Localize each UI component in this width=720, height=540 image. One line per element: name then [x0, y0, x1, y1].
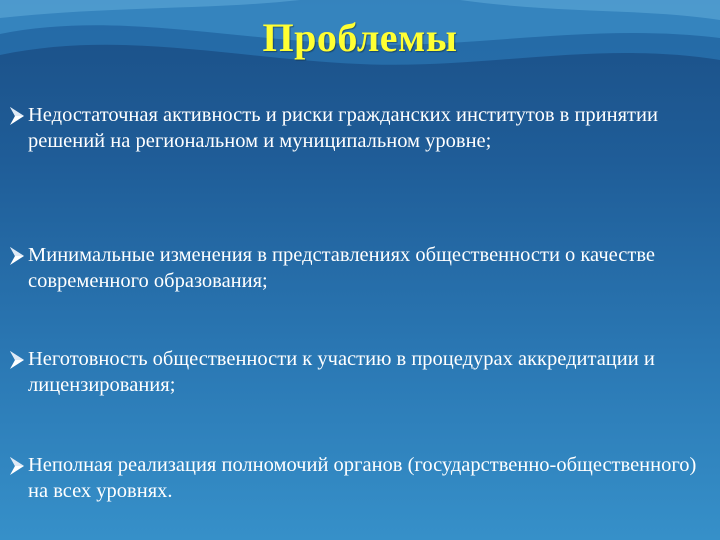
- bullet-text: Недостаточная активность и риски гражданских институтов в принятии решений на региональном и муниципальном уровне;: [28, 104, 658, 152]
- bullet-text: Неготовность общественности к участию в процедурах аккредитации и лицензирования;: [28, 348, 655, 396]
- bullet-item: [8, 242, 712, 294]
- slide-title: Проблемы: [262, 15, 458, 60]
- arrowhead-bullet-icon: [8, 350, 26, 370]
- bullet-item: [8, 102, 712, 154]
- arrowhead-bullet-icon: [8, 456, 26, 476]
- arrowhead-bullet-icon: [8, 106, 26, 126]
- bullet-text: Неполная реализация полномочий органов (государственно-общественного) на всех уровнях.: [28, 454, 697, 502]
- bullet-item: [8, 346, 712, 398]
- bullet-text: Минимальные изменения в представлениях общественности о качестве современного образования;: [28, 244, 655, 292]
- arrowhead-bullet-icon: [8, 246, 26, 266]
- bullet-item: [8, 452, 712, 504]
